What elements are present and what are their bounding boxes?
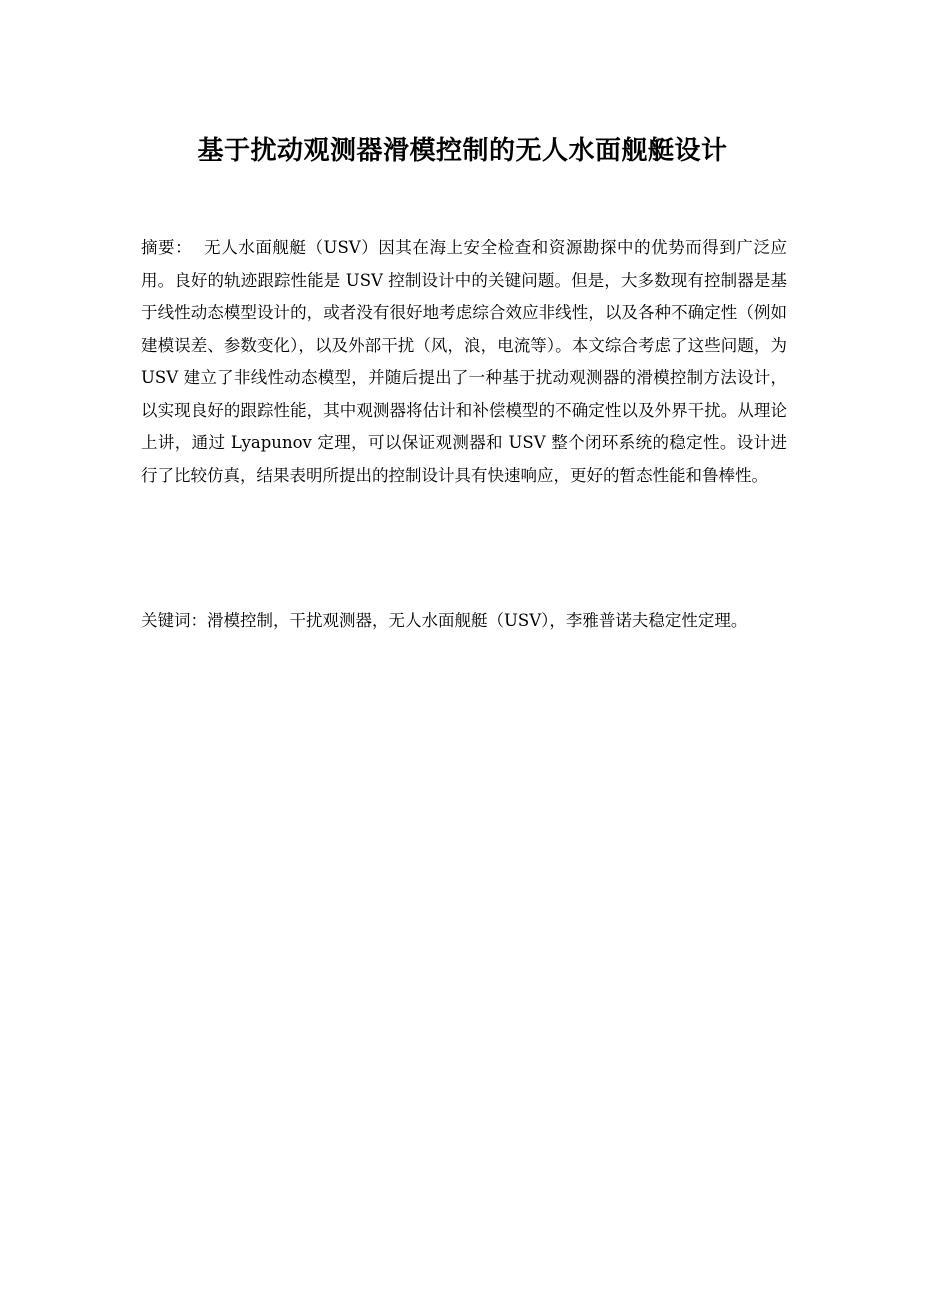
abstract-text: 无人水面舰艇（USV）因其在海上安全检查和资源勘探中的优势而得到广泛应用。良好的轨迹跟踪性能是 USV 控制设计中的关键问题。但是，大多数现有控制器是基于线性动态模型设计的，或者没有很好地考虑综合效应非线性，以及各种不确定性（例如建模误差、参数变化），以及外部干扰（风，浪，电流等）。本文综合考虑了这些问题，为 USV 建立了非线性动态模型，并随后提出了一种基于扰动观测器的滑模控制方法设计，以实现良好的跟踪性能，其中观测器将估计和补偿模型的不确定性以及外界干扰。从理论上讲，通过 Lyapunov 定理，可以保证观测器和 USV 整个闭环系统的稳定性。设计进行了比较仿真，结果表明所提出的控制设计具有快速响应，更好的暂态性能和鲁棒性。 [141,238,788,485]
keywords-text: 滑模控制，干扰观测器，无人水面舰艇（USV），李雅普诺夫稳定性定理。 [207,611,748,630]
page-title: 基于扰动观测器滑模控制的无人水面舰艇设计 [197,136,728,167]
keywords-label: 关键词： [141,611,207,630]
keywords-paragraph [141,605,787,638]
abstract-paragraph [141,232,787,492]
abstract-label: 摘要： [141,238,193,257]
